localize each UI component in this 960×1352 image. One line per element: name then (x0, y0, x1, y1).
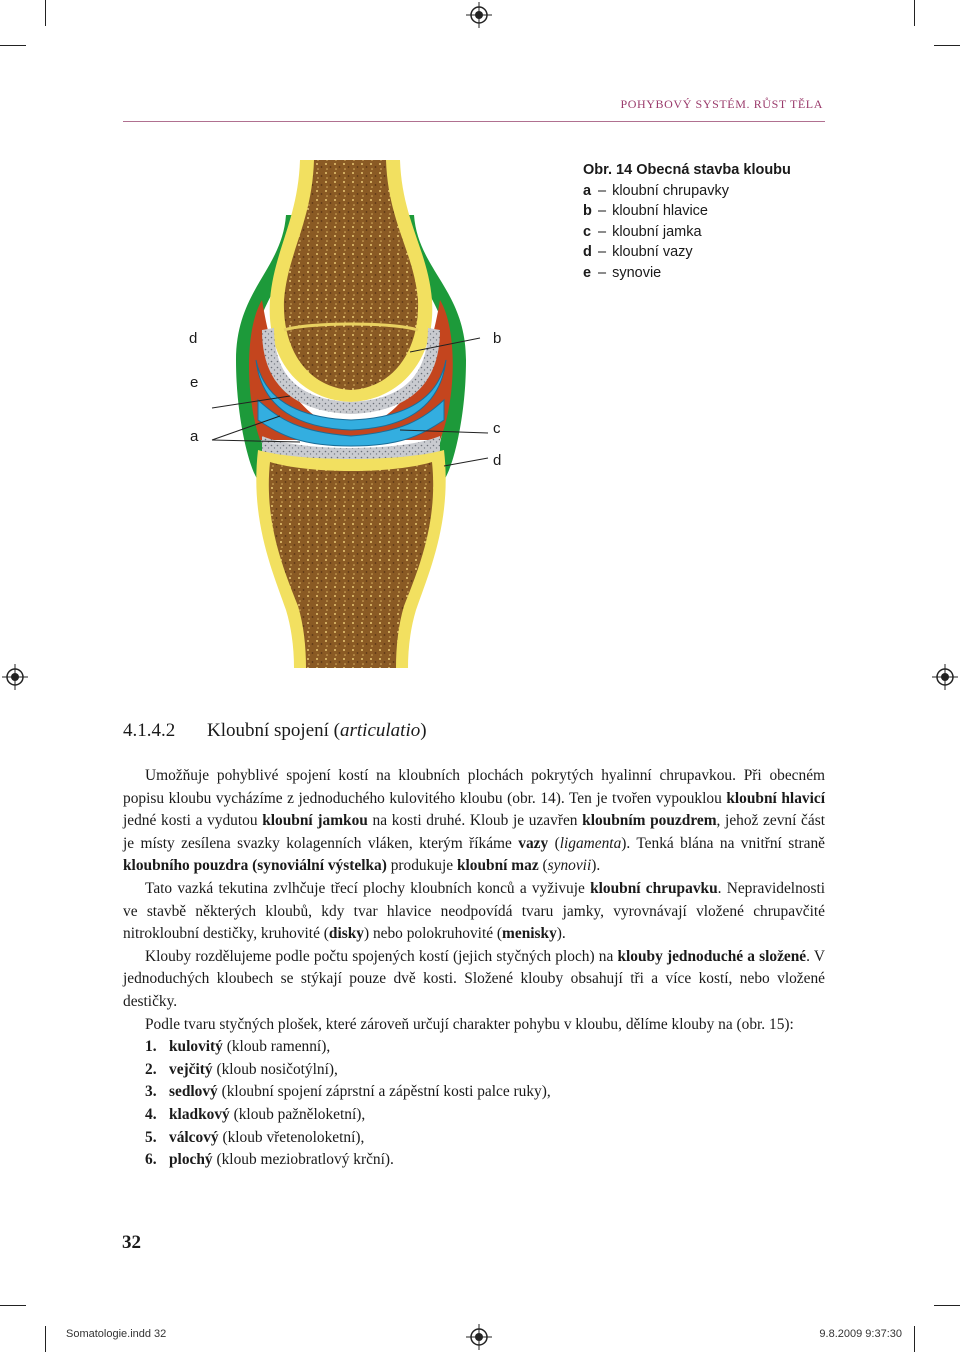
list-item: 4. kladkový (kloub pažněloketní), (145, 1105, 366, 1123)
slug-file-name: Somatologie.indd 32 (66, 1328, 167, 1340)
crop-mark (45, 1326, 46, 1352)
slug-date-time: 9.8.2009 9:37:30 (819, 1328, 902, 1340)
crop-mark (45, 0, 46, 26)
crop-mark (0, 1305, 26, 1306)
paragraph: Umožňuje pohyblivé spojení kostí na kloubních plochách pokrytých hyalinní chrupavkou. Při obecném popisu kloubu vycházíme z jednoduchého kulovitého kloubu (obr. 14). Ten je tvořen vypouklou kloubní hlavicí jedné kosti a vydutou kloubní jamkou na kosti druhé. Kloub je uzavřen kloubním pouzdrem, jehož zevní část je místy zesílena svazky kolagenních vláken, kterým říkáme vazy (ligamenta). Tenká blána na vnitřní straně kloubního pouzdra (synoviální výstelka) produkuje kloubní maz (synovii). (123, 767, 825, 875)
legend-item: c – kloubní jamka (583, 223, 702, 240)
joint-illustration (150, 150, 550, 670)
figure-label: c (493, 420, 501, 437)
figure-legend (583, 160, 791, 283)
figure-label: e (190, 374, 199, 391)
list-item: 2. vejčitý (kloub nosičotýlní), (145, 1060, 338, 1078)
legend-item: e – synovie (583, 264, 662, 281)
body-text (123, 765, 825, 1172)
joint-types-list (123, 1036, 825, 1172)
page-number: 32 (122, 1232, 141, 1253)
figure-label: b (493, 330, 502, 347)
crop-mark (914, 1326, 915, 1352)
list-item: 5. válcový (kloub vřetenoloketní), (145, 1128, 365, 1146)
crop-mark (934, 45, 960, 46)
paragraph: Tato vazká tekutina zvlhčuje třecí plochy kloubních konců a vyživuje kloubní chrupavku. Nepravidelnosti ve stavbě některých kloubů, kdy tvar hlavice neodpovídá tvaru jamky, vyrovnávají vložené chrupavčité nitrokloubní destičky, kruhovité (disky) nebo polokruhovité (menisky). (123, 879, 826, 943)
figure-label: d (493, 452, 502, 469)
figure-caption-title: Obr. 14 Obecná stavba kloubu (583, 162, 791, 178)
section-heading: 4.1.4.2 Kloubní spojení (articulatio) (123, 720, 427, 741)
figure-label: d (189, 330, 198, 347)
crop-mark (914, 0, 915, 26)
paragraph: Podle tvaru styčných plošek, které zároveň určují charakter pohybu v kloubu, dělíme klouby na (obr. 15): (145, 1015, 794, 1033)
list-item: 3. sedlový (kloubní spojení záprstní a zápěstní kosti palce ruky), (145, 1083, 551, 1101)
list-item: 1. kulovitý (kloub ramenní), (145, 1038, 331, 1056)
legend-item: b – kloubní hlavice (583, 203, 708, 219)
legend-item: a – kloubní chrupavky (583, 182, 729, 199)
registration-mark-icon (466, 2, 492, 28)
crop-mark (0, 45, 26, 46)
registration-mark-icon (2, 664, 28, 690)
registration-mark-icon (932, 664, 958, 690)
registration-mark-icon (466, 1324, 492, 1350)
section-number: 4.1.4.2 (123, 720, 176, 741)
paragraph: Klouby rozdělujeme podle počtu spojených kostí (jejich styčných ploch) na klouby jednoduché a složené. V jednoduchých kloubech se stýkají pouze dvě kosti. Složené klouby obsahují tři a více kostí, nebo vložené destičky. (123, 947, 825, 1010)
header-rule (123, 121, 825, 122)
crop-mark (934, 1305, 960, 1306)
running-header: POHYBOVÝ SYSTÉM. RŮST TĚLA (620, 97, 823, 111)
legend-item: d – kloubní vazy (583, 244, 693, 260)
list-item: 6. plochý (kloub meziobratlový krční). (145, 1151, 394, 1169)
figure-label: a (190, 428, 199, 445)
